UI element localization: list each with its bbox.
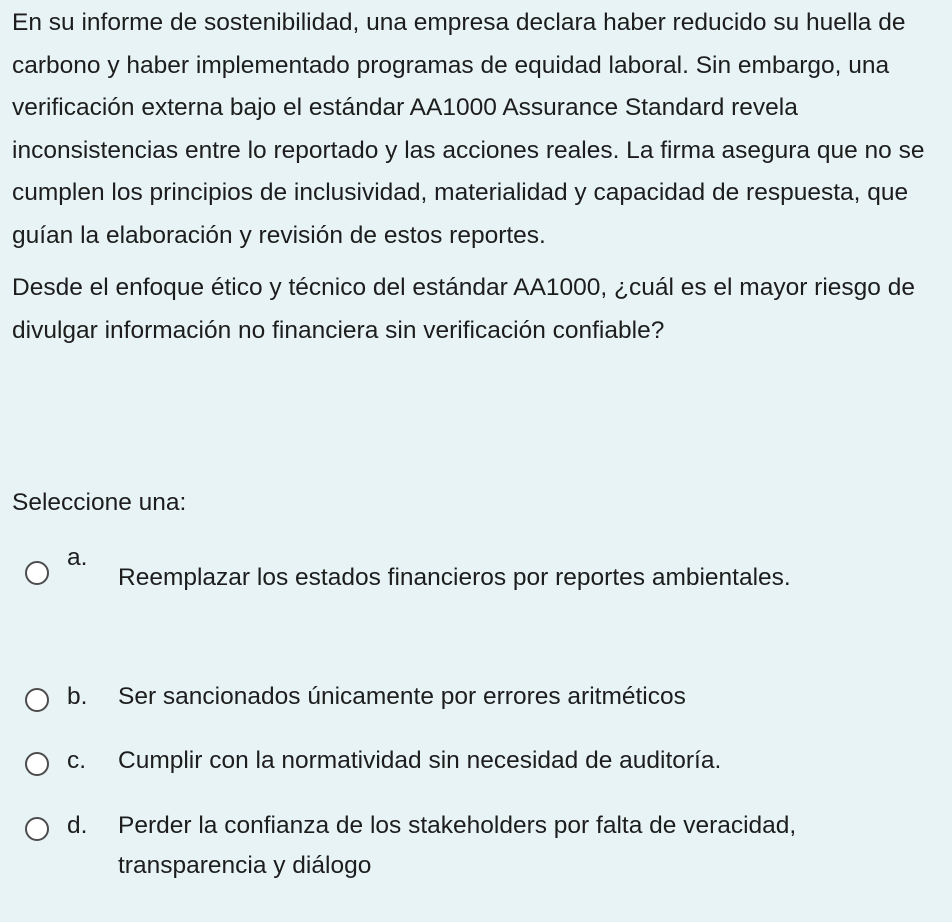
- question-text: [12, 2, 942, 352]
- option-text-b[interactable]: Ser sancionados únicamente por errores aritméticos: [118, 683, 686, 710]
- radio-button-a[interactable]: [25, 561, 49, 585]
- option-text-a[interactable]: Reemplazar los estados financieros por reportes ambientales.: [118, 564, 791, 591]
- select-one-prompt: Seleccione una:: [12, 489, 187, 516]
- radio-button-b[interactable]: [25, 688, 49, 712]
- option-text-c[interactable]: Cumplir con la normatividad sin necesidad de auditoría.: [118, 747, 722, 774]
- option-letter-b: b.: [67, 683, 88, 710]
- option-text-d[interactable]: Perder la confianza de los stakeholders por falta de veracidad, transparencia y diálogo: [118, 812, 797, 879]
- question-paragraph-ask: Desde el enfoque ético y técnico del estándar AA1000, ¿cuál es el mayor riesgo de divulgar información no financiera sin verificación confiable?: [12, 274, 915, 344]
- radio-button-d[interactable]: [25, 817, 49, 841]
- option-letter-a: a.: [67, 544, 88, 571]
- question-paragraph-context: En su informe de sostenibilidad, una empresa declara haber reducido su huella de carbono y haber implementado programas de equidad laboral. Sin embargo, una verificación externa bajo el estándar AA1000 Assurance Standard revela inconsistencias entre lo reportado y las acciones reales. La firma asegura que no se cumplen los principios de inclusividad, materialidad y capacidad de respuesta, que guían la elaboración y revisión de estos reportes.: [12, 9, 925, 249]
- answer-option-a[interactable]: [25, 544, 925, 628]
- radio-button-c[interactable]: [25, 752, 49, 776]
- option-letter-c: c.: [67, 747, 87, 774]
- option-letter-d: d.: [67, 812, 88, 839]
